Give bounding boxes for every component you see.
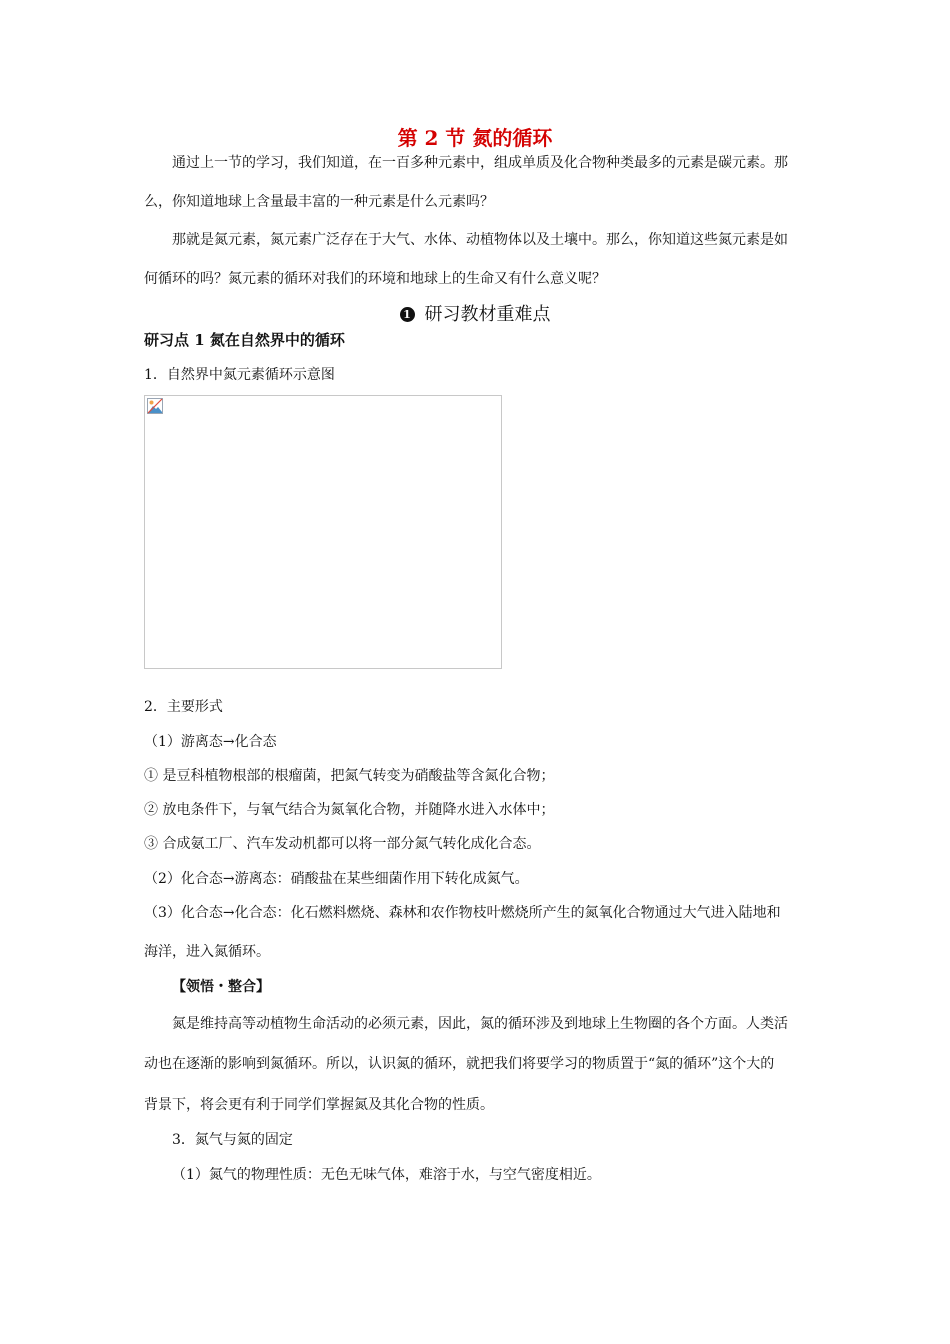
study-point-1-heading: 研习点 1 氮在自然界中的循环 bbox=[144, 331, 345, 349]
insight-line-1: 氮是维持高等动植物生命活动的必须元素，因此，氮的循环涉及到地球上生物圈的各个方面。人类活 bbox=[172, 1016, 788, 1032]
page-title: 第 2 节 氮的循环 bbox=[397, 126, 553, 150]
item-2-label: 2．主要形式 bbox=[144, 699, 223, 715]
section-heading bbox=[0, 300, 950, 326]
section-number-badge: 1 bbox=[400, 307, 415, 322]
insight-line-3: 背景下，将会更有利于同学们掌握氮及其化合物的性质。 bbox=[144, 1097, 494, 1113]
intro-paragraph-1-line-1: 通过上一节的学习，我们知道，在一百多种元素中，组成单质及化合物种类最多的元素是碳元素。那 bbox=[172, 155, 788, 171]
insight-line-2: 动也在逐渐的影响到氮循环。所以，认识氮的循环，就把我们将要学习的物质置于“氮的循环”这个大的 bbox=[144, 1056, 775, 1072]
nitrogen-physical-properties: （1）氮气的物理性质：无色无味气体，难溶于水，与空气密度相近。 bbox=[172, 1167, 601, 1183]
form-1-heading: （1）游离态→化合态 bbox=[144, 734, 277, 750]
intro-paragraph-2-line-2: 何循环的吗？氮元素的循环对我们的环境和地球上的生命又有什么意义呢？ bbox=[144, 271, 606, 287]
intro-paragraph-2-line-1: 那就是氮元素，氮元素广泛存在于大气、水体、动植物体以及土壤中。那么，你知道这些氮元素是如 bbox=[172, 232, 788, 248]
intro-paragraph-1-line-2: 么，你知道地球上含量最丰富的一种元素是什么元素吗？ bbox=[144, 194, 494, 210]
nitrogen-cycle-figure-placeholder bbox=[144, 395, 502, 669]
form-3-line-1: （3）化合态→化合态：化石燃料燃烧、森林和农作物枝叶燃烧所产生的氮氧化合物通过大气进入陆地和 bbox=[144, 905, 781, 921]
section-title: 研习教材重难点 bbox=[424, 304, 551, 325]
broken-image-icon bbox=[147, 398, 163, 414]
form-2-text: （2）化合态→游离态：硝酸盐在某些细菌作用下转化成氮气。 bbox=[144, 871, 529, 887]
form-1-point-c: ③ 合成氨工厂、汽车发动机都可以将一部分氮气转化成化合态。 bbox=[144, 836, 541, 852]
form-1-point-b: ② 放电条件下，与氧气结合为氮氧化合物，并随降水进入水体中； bbox=[144, 802, 555, 818]
item-3-label: 3．氮气与氮的固定 bbox=[172, 1132, 293, 1148]
form-1-point-a: ① 是豆科植物根部的根瘤菌，把氮气转变为硝酸盐等含氮化合物； bbox=[144, 768, 555, 784]
insight-label: 【领悟・整合】 bbox=[172, 979, 270, 995]
item-1-label: 1．自然界中氮元素循环示意图 bbox=[144, 367, 335, 383]
form-3-line-2: 海洋，进入氮循环。 bbox=[144, 944, 270, 960]
